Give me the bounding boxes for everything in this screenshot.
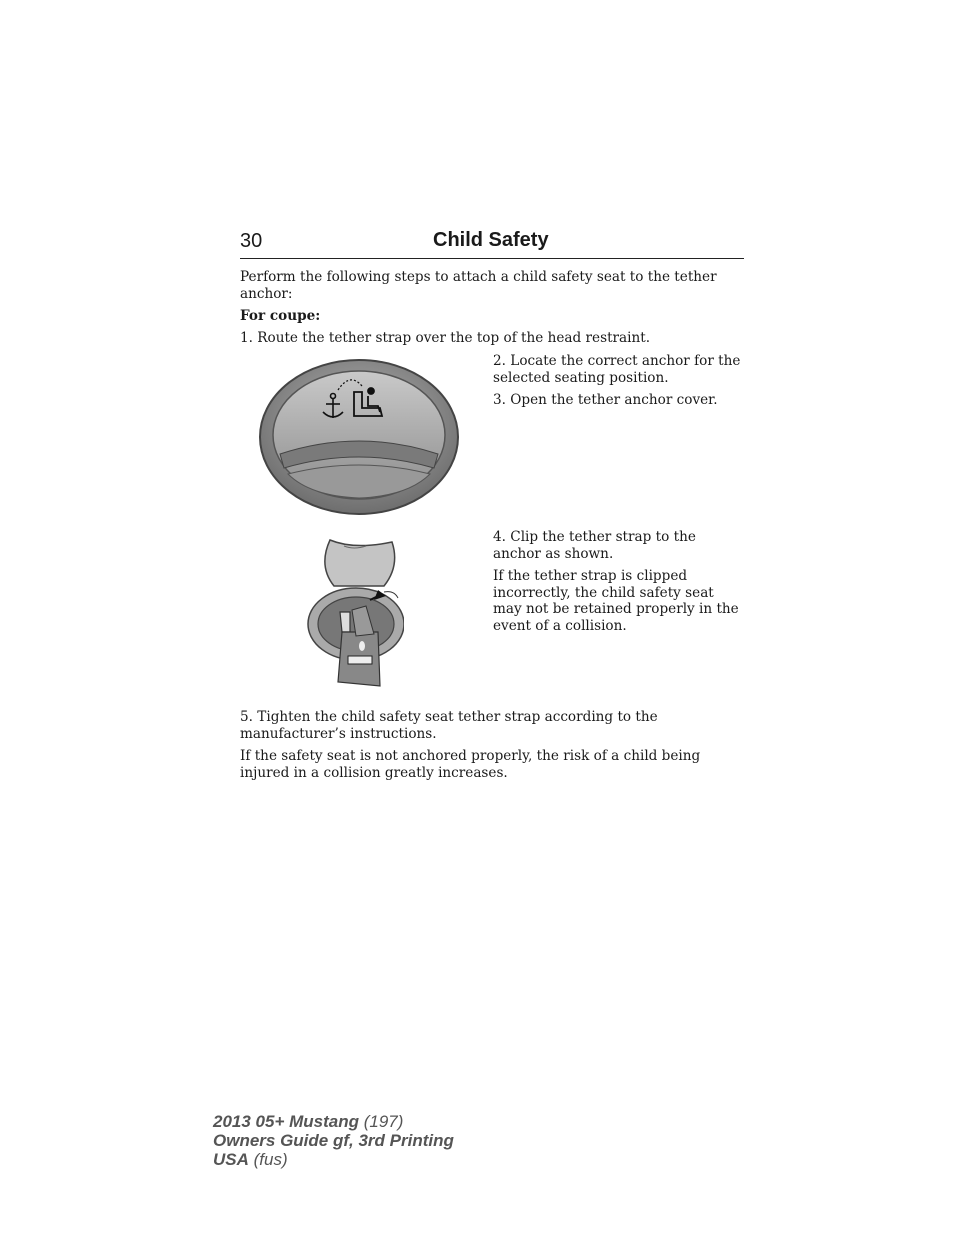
footer-model: 2013 05+ Mustang bbox=[213, 1112, 359, 1131]
footer-model-code: (197) bbox=[363, 1112, 404, 1131]
footer-line-2 bbox=[213, 1131, 454, 1150]
anchor-cover-figure bbox=[258, 358, 462, 516]
step-3: 3. Open the tether anchor cover. bbox=[493, 392, 718, 408]
step-5: 5. Tighten the child safety seat tether strap according to the manufacturer’s instructions. bbox=[240, 709, 658, 742]
footer-market: USA bbox=[213, 1150, 249, 1169]
page-footer bbox=[213, 1112, 454, 1169]
page-header bbox=[240, 228, 744, 259]
page-number: 30 bbox=[240, 230, 263, 252]
tether-clip-figure bbox=[304, 536, 404, 688]
closing-paragraph: If the safety seat is not anchored properly, the risk of a child being injured in a collision greatly increases. bbox=[240, 748, 701, 781]
section-title: Child Safety bbox=[433, 229, 549, 251]
step-2: 2. Locate the correct anchor for the selected seating position. bbox=[493, 353, 741, 386]
subheading-coupe: For coupe: bbox=[240, 308, 321, 324]
intro-paragraph: Perform the following steps to attach a child safety seat to the tether anchor: bbox=[240, 269, 717, 302]
step-1: 1. Route the tether strap over the top of the head restraint. bbox=[240, 330, 651, 346]
footer-guide-edition: Owners Guide gf, 3rd Printing bbox=[213, 1131, 454, 1150]
footer-market-code: (fus) bbox=[253, 1150, 288, 1169]
anchor-child-seat-icon bbox=[258, 358, 462, 516]
footer-line-3 bbox=[213, 1150, 454, 1169]
footer-line-1 bbox=[213, 1112, 454, 1131]
step-4: 4. Clip the tether strap to the anchor as shown. bbox=[493, 529, 696, 562]
tether-clip-icon bbox=[304, 536, 404, 688]
warning-paragraph: If the tether strap is clipped incorrectly, the child safety seat may not be retained properly in the event of a collision. bbox=[493, 568, 739, 634]
